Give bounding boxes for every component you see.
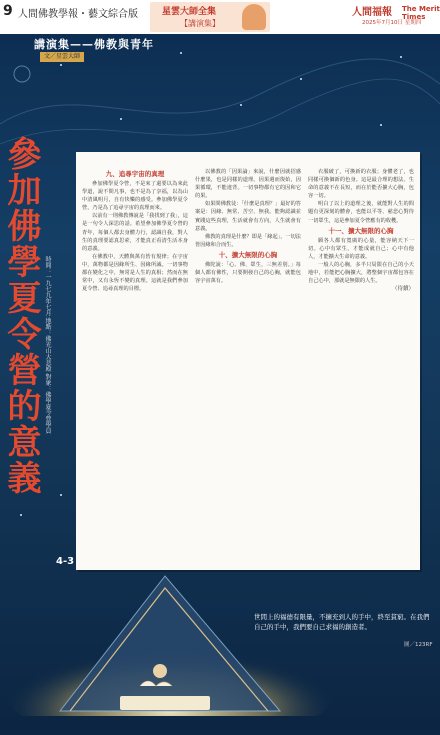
paragraph: 明白了以上的道理之後，就能對人生的問題有更深刻的體會，也能以平等、慈悲心對待一切眾生，這是參加夏令營應有的收穫。 (308, 201, 414, 224)
subheading: 十一、擴大無限的心胸 (328, 226, 394, 235)
article-column-2 (195, 168, 301, 285)
image-credit: 圖／123RF (404, 642, 433, 648)
paragraph: 一般人的心胸，多半只局限在自己的小天地中，若能把心胸擴大，將整個宇宙都包容在自己心中，那就是無限的人生。 (308, 261, 414, 285)
banner-title: 星雲大師全集 (162, 7, 217, 17)
paragraph: 以佛教的「因果論」來說，什麼因就招感什麼果，也是同樣的道理。因果週而復始，因果循環，不能違背。一切事物都有它的因和它的果。 (195, 169, 301, 200)
paragraph: 佛陀說：「心、佛、眾生，三無差別。」每個人都有佛性，只要開發自己的心胸，就能包容宇宙萬有。 (195, 261, 301, 285)
paragraph: 願各人都有寬廣的心量，能容納天下一切。心中有眾生，才能成就自己；心中有他人，才能擴大生命的意義。 (308, 237, 414, 260)
newspaper-header (0, 0, 440, 34)
series-banner (150, 2, 270, 32)
newspaper-logo-en: The Merit Times (402, 5, 440, 21)
paragraph: 佛教的真理是什麼？即是「緣起」，一切法皆因緣和合而生。 (195, 233, 301, 248)
banner-subtitle: 【講演集】 (180, 19, 220, 28)
star-icon (60, 494, 62, 496)
article-title: 參加佛學夏令營的意義 (1, 136, 41, 496)
article-body (76, 152, 420, 570)
issue-date: 2025年7月10日 星期四 (362, 20, 422, 26)
paragraph: 如果問佛教徒：「什麼是真理？」最好的答案是：因緣、無常、苦空、無我。能夠認識並實踐這些真理，生活就會有方向，人生就會有意義。 (195, 201, 301, 232)
article-column-1 (82, 168, 188, 293)
book-house-illustration (0, 536, 440, 735)
article-meta: 時間：一九七九年七月 地點：佛光山大悲殿 對象：佛學夏令營學員 (44, 256, 51, 434)
page-number: 9 (3, 3, 13, 19)
master-portrait-icon (242, 4, 266, 30)
series-title: 講演集——佛教與青年 (34, 38, 154, 51)
section-title: 人間佛教學報・藝文綜合版 (18, 9, 138, 20)
subheading: 九、追尋宇宙的真理 (105, 170, 165, 178)
paragraph: 以前有一則佛教傳說是「我找到了我」，這是一句令人深思的話。希望參加佛學夏令營的青年，每個人都去身體力行，認識自我，對人生的真理要認真思索，才能真正看清生活本身的意義。 (82, 213, 188, 252)
to-be-continued: （待續） (391, 286, 414, 293)
article-column-3 (308, 168, 414, 293)
paragraph: 參加佛學夏令營，不是來了還要以為來此學道，說不問凡事，也不是為了享福，以為山中清風明月，自有快樂的感受。參加佛學夏令營，乃是為了追尋宇宙的真理而來。 (82, 181, 188, 212)
subheading: 十、擴大無限的心胸 (218, 250, 278, 259)
paragraph: 在佛教中，天體與萬有皆有規律；在宇宙中，萬物都是因緣所生、因緣所滅。一切事物都在變化之中，無常是人生的真相；然而在無常中，又有永恆不變的真理。這就是我們參加夏令營、追尋真理的目標。 (82, 253, 188, 293)
newspaper-logo: 人間福報 (352, 7, 392, 18)
chapter-number: 4-3 (56, 556, 75, 567)
image-caption: 世間上的福德有限量，不擴充到人的手中，終至貧窮。在我們自己的手中，我們要自己求福的創造者。 (254, 613, 430, 631)
star-icon (20, 514, 22, 516)
author-badge: 文／星雲大師 (40, 52, 84, 62)
paragraph: 衣服破了，可換新的衣服；身體老了，也同樣可換個新的色身。這是最合理的想法。生命的意義不在長短，而在於能否擴大心胸，包容一切。 (308, 169, 414, 200)
